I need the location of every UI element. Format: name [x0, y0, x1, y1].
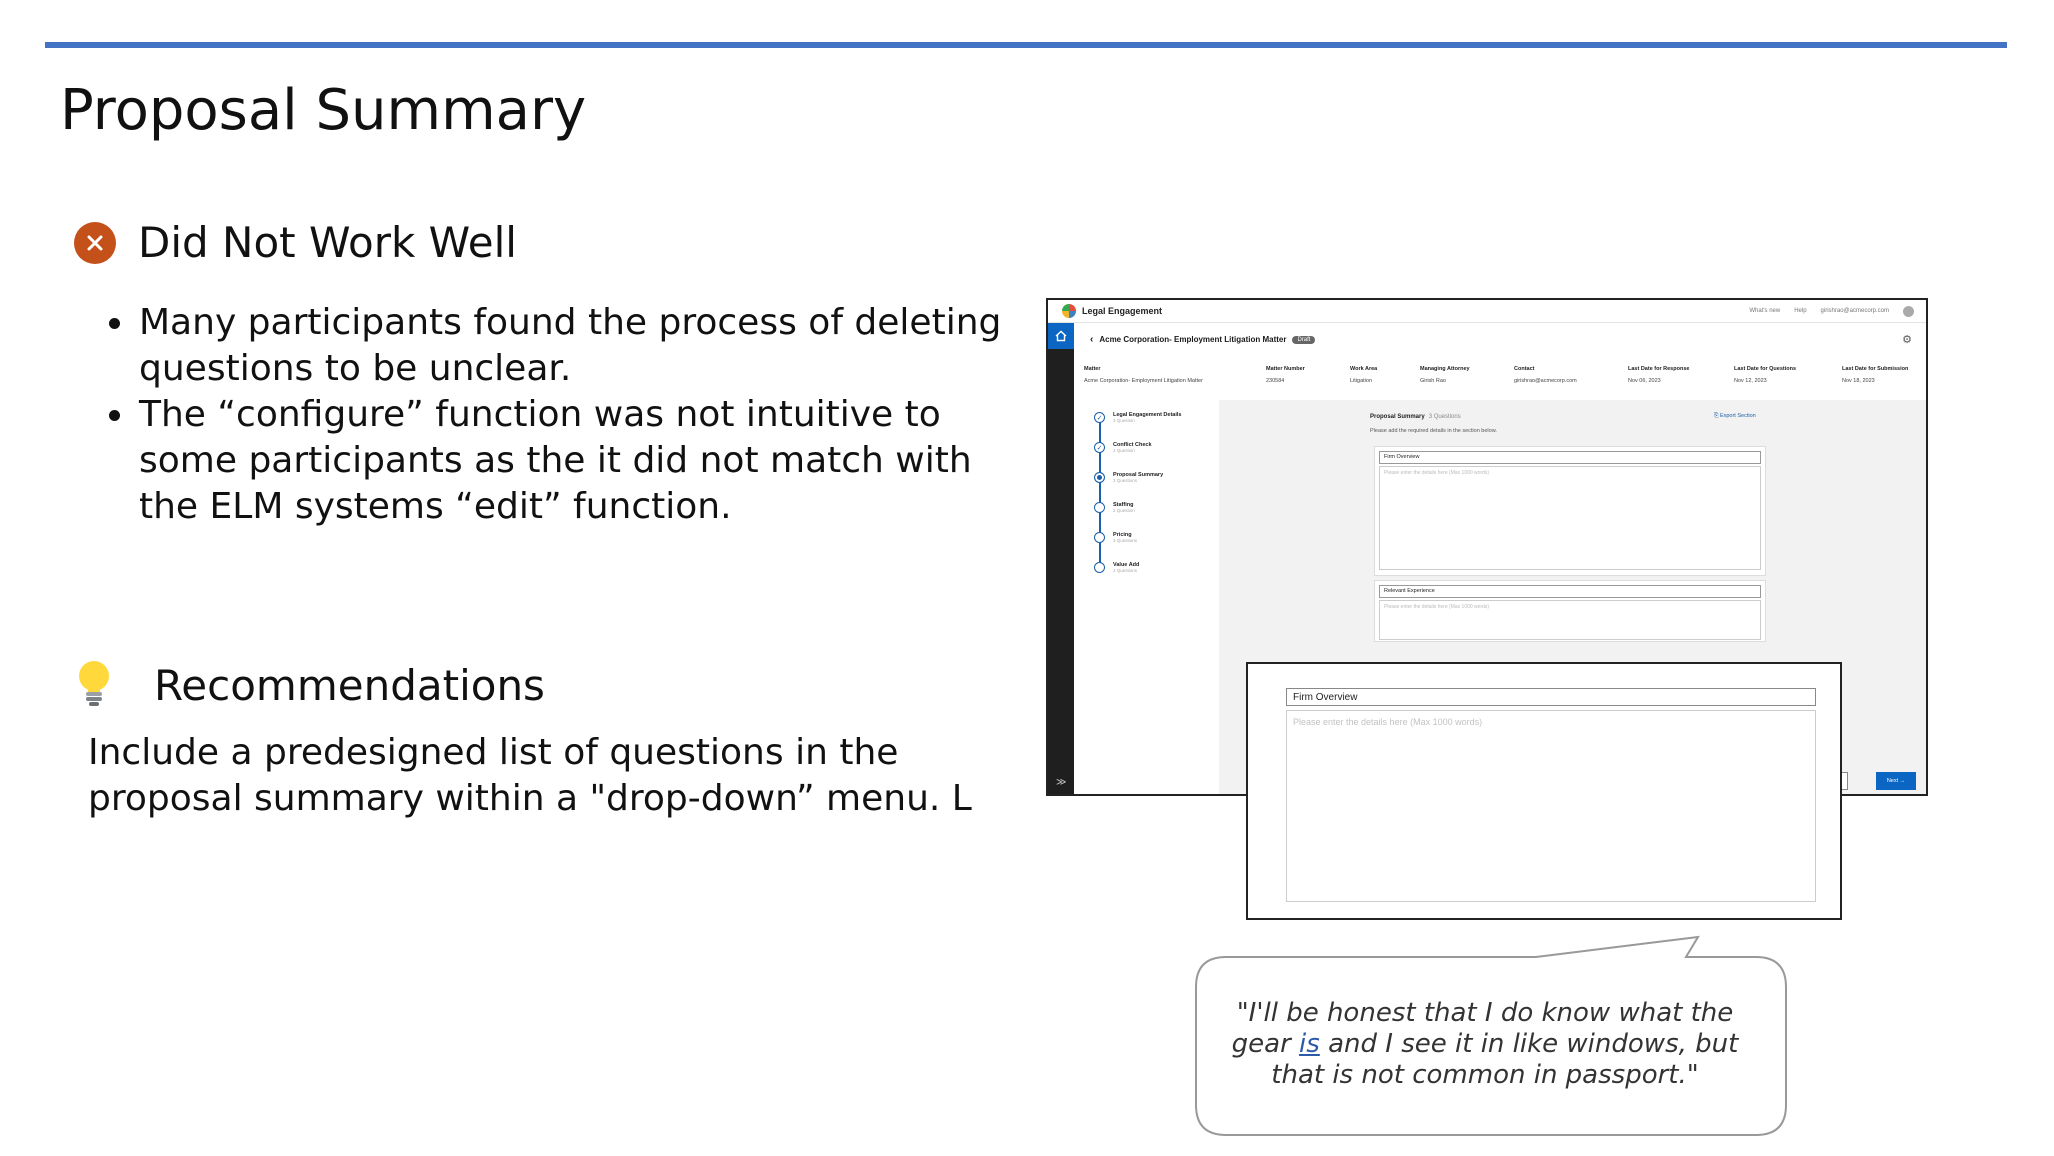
firm-overview-field — [1374, 446, 1766, 576]
relevant-experience-label: Relevant Experience — [1379, 585, 1761, 598]
home-icon[interactable] — [1048, 323, 1074, 349]
issue-item: • The “configure” function was not intuitive to some participants as the it did not match with the ELM systems “edit” function. — [137, 392, 1017, 530]
meta-matter: Matter Acme Corporation- Employment Litigation Matter — [1084, 366, 1203, 384]
zoom-field-input[interactable]: Please enter the details here (Max 1000 words) — [1286, 710, 1816, 902]
meta-last-date-questions: Last Date for Questions Nov 12, 2023 — [1734, 366, 1797, 384]
matter-title: Acme Corporation- Employment Litigation Matter — [1099, 335, 1287, 344]
pending-step-icon — [1094, 502, 1105, 513]
avatar[interactable] — [1903, 306, 1914, 317]
whats-new-link[interactable]: What's new — [1749, 308, 1781, 314]
step-item-current[interactable]: Proposal Summary 3 Questions — [1094, 472, 1163, 484]
meta-contact: Contact girishrao@acmecorp.com — [1514, 366, 1577, 384]
user-email[interactable]: girishrao@acmecorp.com — [1820, 308, 1889, 314]
meta-work-area: Work Area Litigation — [1350, 366, 1378, 384]
close-circle-icon — [74, 222, 116, 264]
did-not-work-label: Did Not Work Well — [138, 218, 517, 267]
participant-quote: "I'll be honest that I do know what the gear is and I see it in like windows, but that is not common in passport." — [1231, 998, 1739, 1090]
current-step-icon — [1094, 472, 1105, 483]
quote-link-word: is — [1299, 1029, 1320, 1059]
expand-sidebar-icon[interactable]: ≫ — [1056, 777, 1067, 788]
did-not-work-heading — [74, 218, 517, 267]
step-item[interactable]: ✓ Legal Engagement Details 3 Question — [1094, 412, 1181, 424]
title-accent-bar — [45, 42, 2007, 48]
app-sidebar — [1048, 323, 1074, 794]
recommendations-heading — [76, 660, 545, 710]
relevant-experience-input[interactable]: Please enter the details here (Max 1000 words) — [1379, 600, 1761, 640]
meta-last-date-submission: Last Date for Submission Nov 18, 2023 — [1842, 366, 1909, 384]
step-item[interactable]: ✓ Conflict Check 2 Question — [1094, 442, 1152, 454]
matter-header — [1090, 334, 1315, 345]
zoom-field-label: Firm Overview — [1286, 688, 1816, 706]
relevant-experience-field — [1374, 580, 1766, 642]
step-item[interactable]: Staffing 2 Question — [1094, 502, 1135, 514]
panel-title: Proposal Summary 3 Questions — [1370, 414, 1461, 420]
gear-icon[interactable]: ⚙ — [1902, 334, 1912, 346]
issues-list — [95, 300, 1017, 530]
step-list — [1074, 400, 1219, 794]
zoomed-firm-overview — [1246, 662, 1842, 920]
check-icon: ✓ — [1094, 442, 1105, 453]
app-header — [1048, 300, 1926, 323]
back-chevron-icon[interactable]: ‹ — [1090, 334, 1094, 345]
recommendations-label: Recommendations — [154, 660, 545, 710]
app-name: Legal Engagement — [1082, 306, 1163, 316]
step-item[interactable]: Pricing 3 Questions — [1094, 532, 1137, 544]
recommendation-text: Include a predesigned list of questions in the proposal summary within a "drop-down” menu. L — [88, 732, 972, 819]
meta-managing-attorney: Managing Attorney Girish Rao — [1420, 366, 1470, 384]
panel-subtitle: Please add the required details in the section below. — [1370, 428, 1497, 434]
lightbulb-icon — [76, 660, 112, 710]
export-section-link[interactable]: ⎘ Export Section — [1714, 413, 1756, 419]
slide-title: Proposal Summary — [60, 78, 587, 143]
check-icon: ✓ — [1094, 412, 1105, 423]
issue-item: • Many participants found the process of deleting questions to be unclear. — [137, 300, 1017, 392]
help-link[interactable]: Help — [1794, 308, 1807, 314]
app-header-links — [1749, 306, 1926, 317]
next-button[interactable]: Next → — [1876, 772, 1916, 790]
pending-step-icon — [1094, 532, 1105, 543]
meta-matter-number: Matter Number 230584 — [1266, 366, 1305, 384]
pending-step-icon — [1094, 562, 1105, 573]
step-item[interactable]: Value Add 2 Questions — [1094, 562, 1139, 574]
firm-overview-input[interactable]: Please enter the details here (Max 1000 words) — [1379, 466, 1761, 570]
status-badge: Draft — [1292, 336, 1315, 344]
app-logo-icon — [1062, 304, 1076, 318]
firm-overview-label: Firm Overview — [1379, 451, 1761, 464]
meta-last-date-response: Last Date for Response Nov 06, 2023 — [1628, 366, 1690, 384]
